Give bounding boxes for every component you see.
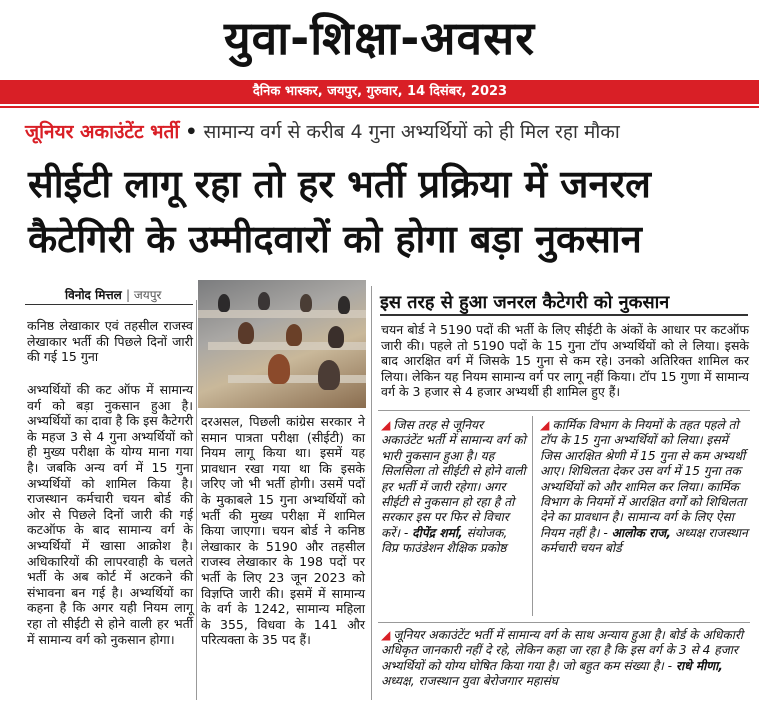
quote-bullet-icon: ◢ [381, 628, 391, 642]
column-divider-2 [371, 286, 372, 700]
quote-bottom-rule [378, 622, 750, 623]
column-divider-1 [196, 300, 197, 700]
section-heading: इस तरह से हुआ जनरल कैटेगरी को नुकसान [380, 292, 670, 313]
column2-text: दरअसल, पिछली कांग्रेस सरकार ने समान पात्रता परीक्षा (सीईटी) का नियम लागू किया था। इसमें यह प्रावधान रखा गया था कि इसके जरिए जो भी भर्ती होगी। उसमें पदों के मुकाबले 15 गुना अभ्यर्थियों को भर्ती की मुख्य परीक्षा में शामिल किया जाएगा। चयन बोर्ड ने कनिष्ठ लेखाकार के 5190 और तहसील राजस्व लेखाकार के 198 पदों पर भर्ती के लिए 23 जून 2023 को विज्ञप्ति जारी की। इसमें में सामान्य के वर्ग के 1242, सामान्य महिला के 355, विधवा के 141 और परित्यक्ता के 35 पद हैं। [201, 414, 365, 648]
quote-2-name: आलोक राज, [611, 525, 671, 540]
headline-line-1: सीईटी लागू रहा तो हर भर्ती प्रक्रिया में जनरल [28, 162, 651, 206]
quote-bullet-icon: ◢ [540, 418, 550, 432]
headline-line-2: कैटेगिरी के उम्मीदवारों को होगा बड़ा नुकसान [28, 217, 642, 261]
quote-alok-raj [540, 418, 748, 557]
masthead-title: युवा-शिक्षा-अवसर [223, 11, 536, 65]
quote-divider [532, 416, 533, 616]
quote-3-name: राधे मीणा, [675, 658, 723, 673]
dateline: दैनिक भास्कर, जयपुर, गुरुवार, 14 दिसंबर, 2023 [252, 84, 508, 99]
byline [65, 286, 161, 303]
quote-2-role: अध्यक्ष राजस्थान कर्मचारी चयन बोर्ड [540, 525, 748, 556]
exam-hall-photo [198, 280, 366, 408]
masthead-rule [0, 106, 759, 108]
section-heading-rule [380, 314, 748, 316]
quote-radhe-meena [381, 628, 749, 690]
section-text: चयन बोर्ड ने 5190 पदों की भर्ती के लिए सीईटी के अंकों के आधार पर कटऑफ जारी की। पहले तो 5190 पदों के 15 गुना टॉप अभ्यर्थियों को ले लिया। इसके बाद आरक्षित वर्ग में जिसके 15 गुना से कम रहे। उनको अतिरिक्त शामिल कर लिया। लेकिन यह नियम सामान्य वर्ग पर लागू नहीं किया। टॉप 15 गुणा में सामान्य वर्ग के 3 हजार से 4 हजार अभ्यर्थी ही शामिल हुए हैं। [381, 322, 749, 400]
section-bottom-rule [378, 410, 750, 411]
byline-place: | जयपुर [126, 288, 162, 302]
kicker-text: सामान्य वर्ग से करीब 4 गुना अभ्यर्थियों को ही मिल रहा मौका [203, 121, 620, 143]
column1-para-2: अभ्यर्थियों की कट ऑफ में सामान्य वर्ग को बड़ा नुकसान हुआ है। अभ्यर्थियों का दावा है कि इस कैटेगरी के महज 3 से 4 गुना अभ्यर्थियों को ही मुख्य परीक्षा के योग्य माना गया है। जबकि अन्य वर्ग में 15 गुना अभ्यर्थियों को शामिल किया है। राजस्थान कर्मचारी चयन बोर्ड की ओर से पिछले दिनों जारी की गई कटऑफ के बाद सामान्य वर्ग के अभ्यर्थियों में खासा आक्रोश है। अधिकारियों की लापरवाही के चलते भर्ती के अब कोर्ट में अटकने की संभावना बन गई है। अभ्यर्थियों का कहना है कि अगर यही नियम लागू रहा तो सीईटी से होने वाली हर भर्ती में सामान्य वर्ग को नुकसान होगा। [27, 382, 193, 647]
quote-2-text: कार्मिक विभाग के नियमों के तहत पहले तो टॉप के 15 गुना अभ्यर्थियों को लिया। इसमें जिस आरक्षित श्रेणी में 15 गुना से कम अभ्यर्थी आए। शिथिलता देकर उस वर्ग में 15 गुना तक अभ्यर्थियों को और शामिल कर लिया। कार्मिक विभाग के नियमों में आरक्षित वर्गों को शिथिलता देने का प्रावधान है। सामान्य वर्ग के लिए ऐसा नियम नहीं है। - [540, 418, 747, 540]
kicker-label: जूनियर अकाउंटेंट भर्ती [25, 121, 180, 143]
quote-bullet-icon: ◢ [381, 418, 391, 432]
byline-rule [25, 304, 193, 305]
byline-name: विनोद मित्तल [65, 288, 122, 302]
kicker-separator: • [185, 121, 198, 143]
quote-3-role: अध्यक्ष, राजस्थान युवा बेरोजगार महासंघ [381, 674, 558, 689]
quote-3-text: जूनियर अकाउंटेंट भर्ती में सामान्य वर्ग के साथ अन्याय हुआ है। बोर्ड के अधिकारी अधिकृत जानकारी नहीं दे रहे, लेकिन कहा जा रहा है कि इस वर्ग के 3 से 4 हजार अभ्यर्थियों को योग्य घोषित किया गया है। जो बहुत कम संख्या है। - [381, 628, 744, 673]
quote-1-role: संयोजक, विप्र फाउंडेशन शैक्षिक प्रकोष्ठ [381, 525, 508, 556]
quote-1-name: दीपेंद्र शर्मा, [412, 525, 463, 540]
kicker [25, 118, 620, 144]
quote-deependra-sharma [381, 418, 527, 557]
masthead [0, 0, 759, 80]
quote-1-text: जिस तरह से जूनियर अकाउंटेंट भर्ती में सामान्य वर्ग को भारी नुकसान हुआ है। यह सिलसिला तो सीईटी से होने वाली हर भर्ती में जारी रहेगा। अगर सीईटी से नुकसान हो रहा है तो सरकार इस पर फिर से विचार करें। - [381, 418, 526, 540]
column1-para-1: कनिष्ठ लेखाकार एवं तहसील राजस्व लेखाकार भर्ती की पिछले दिनों जारी की गई 15 गुना [27, 318, 193, 365]
